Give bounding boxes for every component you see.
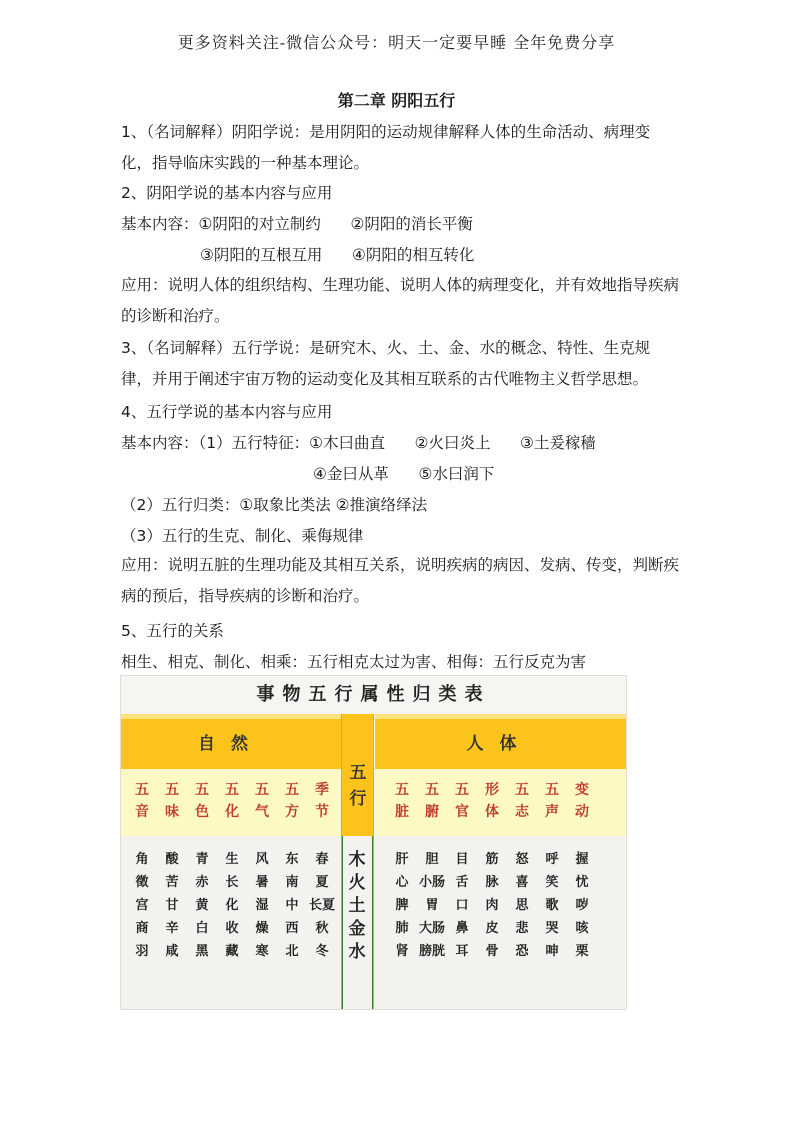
five-elements-table (120, 675, 627, 1010)
human-body-cell: 筋 (485, 852, 499, 867)
human-body-cell: 心 (395, 875, 409, 890)
human-body-cell: 歌 (545, 898, 559, 913)
human-body-cell: 肾 (395, 944, 409, 959)
table-row (121, 917, 341, 941)
human-body-cell: 胆 (425, 852, 439, 867)
element-cell: 火 (348, 873, 366, 893)
human-body-subheader-char: 动 (575, 804, 589, 820)
nature-cell: 春 (315, 852, 329, 867)
nature-subheader-char: 味 (165, 804, 179, 820)
human-body-cell: 大肠 (418, 921, 445, 936)
item-4-content-a: 基本内容：（1）五行特征：①木曰曲直 ②火曰炎上 ③土爰稼穑 (121, 434, 596, 452)
nature-cell: 藏 (225, 944, 239, 959)
human-body-cell: 喜 (515, 875, 529, 890)
table-row (373, 848, 626, 872)
nature-subheader (133, 779, 151, 823)
nature-cell: 冬 (315, 944, 329, 959)
human-body-cell: 恐 (515, 944, 529, 959)
nature-cell: 化 (225, 898, 239, 913)
nature-cell: 西 (285, 921, 299, 936)
nature-cell: 湿 (255, 898, 269, 913)
nature-subheader-char: 季 (315, 782, 329, 798)
human-body-cell: 目 (455, 852, 469, 867)
nature-subheader-char: 气 (255, 804, 269, 820)
nature-cell: 酸 (165, 852, 179, 867)
nature-cell: 北 (285, 944, 299, 959)
item-3-definition: 3、（名词解释）五行学说：是研究木、火、土、金、水的概念、特性、生克规律，并用于阐述宇宙万物的运动变化及其相互联系的古代唯物主义哲学思想。 (121, 339, 651, 388)
table-row (121, 848, 341, 872)
element-cell: 木 (348, 850, 366, 870)
human-body-header-label: 人体 (466, 734, 533, 754)
five-elements-header (341, 714, 375, 836)
human-body-subheader (453, 779, 471, 823)
nature-cell: 赤 (195, 875, 209, 890)
human-body-subheader-char: 脏 (395, 804, 409, 820)
nature-cell: 青 (195, 852, 209, 867)
nature-subheader-char: 音 (135, 804, 149, 820)
nature-subheader (193, 779, 211, 823)
page-header-note: 更多资料关注-微信公众号：明天一定要早睡 全年免费分享 (177, 33, 616, 52)
nature-cell: 南 (285, 875, 299, 890)
table-row (373, 917, 626, 941)
human-body-subheader-char: 腑 (425, 804, 439, 820)
human-body-cell: 哕 (575, 898, 589, 913)
human-body-subheader (393, 779, 411, 823)
nature-cell: 黄 (195, 898, 209, 913)
human-body-cell: 鼻 (455, 921, 469, 936)
nature-subheader (163, 779, 181, 823)
human-body-subheader (483, 779, 501, 823)
table-body (121, 836, 626, 1009)
human-body-subheader (423, 779, 441, 823)
nature-cell: 夏 (315, 875, 329, 890)
human-body-cell: 呻 (545, 944, 559, 959)
human-body-cell: 耳 (455, 944, 469, 959)
nature-subheader-char: 化 (225, 804, 239, 820)
human-body-subheader-char: 官 (455, 804, 469, 820)
nature-cell: 秋 (315, 921, 329, 936)
human-body-subheader-char: 志 (515, 804, 529, 820)
table-row (373, 871, 626, 895)
human-body-subheader-char: 五 (515, 782, 529, 798)
human-body-cell: 悲 (515, 921, 529, 936)
element-cell: 金 (348, 919, 366, 939)
human-body-subheaders (373, 769, 626, 836)
human-body-cell: 脾 (395, 898, 409, 913)
nature-cell: 黑 (195, 944, 209, 959)
human-body-cell: 栗 (575, 944, 589, 959)
human-body-cell: 口 (455, 898, 469, 913)
human-body-cell: 肉 (485, 898, 499, 913)
human-body-subheader-char: 五 (545, 782, 559, 798)
human-body-cell: 骨 (485, 944, 499, 959)
nature-cell: 角 (135, 852, 149, 867)
nature-subheader (253, 779, 271, 823)
nature-cell: 长 (225, 875, 239, 890)
human-body-cell: 笑 (545, 875, 559, 890)
chapter-title: 第二章 阴阳五行 (337, 91, 456, 110)
human-body-cell: 握 (575, 852, 589, 867)
human-body-subheader-char: 声 (545, 804, 559, 820)
item-2-content-a: 基本内容：①阴阳的对立制约 ②阴阳的消长平衡 (121, 215, 473, 233)
nature-subheaders (121, 769, 341, 836)
table-row (373, 940, 626, 964)
nature-cell: 徵 (135, 875, 149, 890)
nature-cell: 苦 (165, 875, 179, 890)
nature-cell: 燥 (255, 921, 269, 936)
human-body-cell: 哭 (545, 921, 559, 936)
table-row (121, 940, 341, 964)
human-body-header (373, 719, 626, 769)
human-body-subheader (543, 779, 561, 823)
item-2-heading: 2、阴阳学说的基本内容与应用 (121, 184, 333, 202)
table-row (121, 894, 341, 918)
human-body-subheader-char: 变 (575, 782, 589, 798)
human-body-subheader-char: 形 (485, 782, 499, 798)
nature-cell: 长夏 (308, 898, 335, 913)
human-body-cell: 怒 (515, 852, 529, 867)
nature-header-label: 自然 (198, 734, 264, 754)
nature-cell: 宫 (135, 898, 149, 913)
human-body-cell: 舌 (455, 875, 469, 890)
human-body-cell: 膀胱 (418, 944, 445, 959)
human-body-subheader-char: 五 (425, 782, 439, 798)
nature-subheader-char: 色 (195, 804, 209, 820)
human-body-cell: 皮 (485, 921, 499, 936)
nature-cell: 商 (135, 921, 149, 936)
nature-subheader (283, 779, 301, 823)
item-1-definition: 1、（名词解释）阴阳学说：是用阴阳的运动规律解释人体的生命活动、病理变化，指导临床实践的一种基本理论。 (121, 123, 651, 172)
nature-cell: 中 (285, 898, 299, 913)
nature-cell: 暑 (255, 875, 269, 890)
human-body-cell: 咳 (575, 921, 589, 936)
nature-cell: 收 (225, 921, 239, 936)
nature-subheader-char: 方 (285, 804, 299, 820)
nature-cell: 白 (195, 921, 209, 936)
human-body-cell: 小肠 (418, 875, 445, 890)
item-4-application: 应用：说明五脏的生理功能及其相互关系，说明疾病的病因、发病、传变，判断疾病的预后，指导疾病的诊断和治疗。 (121, 556, 680, 605)
nature-subheader-char: 五 (135, 782, 149, 798)
table-row (373, 894, 626, 918)
item-5-content: 相生、相克、制化、相乘：五行相克太过为害、相侮：五行反克为害 (121, 653, 587, 671)
nature-subheader (223, 779, 241, 823)
human-body-subheader (513, 779, 531, 823)
nature-subheader-char: 节 (315, 804, 329, 820)
nature-cell: 寒 (255, 944, 269, 959)
item-5-heading: 5、五行的关系 (121, 622, 224, 640)
human-body-cell: 忧 (575, 875, 589, 890)
nature-cell: 羽 (135, 944, 149, 959)
human-body-cell: 肺 (395, 921, 409, 936)
nature-subheader-char: 五 (255, 782, 269, 798)
nature-subheader-char: 五 (165, 782, 179, 798)
human-body-subheader (573, 779, 591, 823)
human-body-subheader-char: 五 (455, 782, 469, 798)
nature-subheader-char: 五 (285, 782, 299, 798)
five-elements-header-char-1: 五 (349, 763, 367, 783)
item-4-content-d: （3）五行的生克、制化、乘侮规律 (121, 527, 364, 545)
nature-header (121, 719, 341, 769)
table-row (121, 871, 341, 895)
nature-cell: 生 (225, 852, 239, 867)
table-title: 事物五行属性归类表 (121, 676, 626, 714)
nature-cell: 咸 (165, 944, 179, 959)
human-body-subheader-char: 体 (485, 804, 499, 820)
human-body-cell: 呼 (545, 852, 559, 867)
nature-cell: 风 (255, 852, 269, 867)
five-elements-header-char-2: 行 (349, 789, 367, 809)
nature-cell: 东 (285, 852, 299, 867)
human-body-cell: 思 (515, 898, 529, 913)
human-body-cell: 胃 (425, 898, 439, 913)
nature-cell: 甘 (165, 898, 179, 913)
element-cell: 土 (348, 896, 366, 916)
item-4-content-c: （2）五行归类：①取象比类法 ②推演络绎法 (121, 496, 428, 514)
item-4-content-b: ④金曰从革 ⑤水曰润下 (313, 465, 495, 483)
nature-subheader-char: 五 (195, 782, 209, 798)
nature-subheader (313, 779, 331, 823)
item-4-heading: 4、五行学说的基本内容与应用 (121, 403, 333, 421)
item-2-content-b: ③阴阳的互根互用 ④阴阳的相互转化 (200, 246, 475, 264)
nature-subheader-char: 五 (225, 782, 239, 798)
human-body-cell: 肝 (395, 852, 409, 867)
element-cell: 水 (348, 942, 366, 962)
nature-cell: 辛 (165, 921, 179, 936)
item-2-application: 应用：说明人体的组织结构、生理功能、说明人体的病理变化，并有效地指导疾病的诊断和治疗。 (121, 276, 680, 325)
human-body-cell: 脉 (485, 875, 499, 890)
human-body-subheader-char: 五 (395, 782, 409, 798)
